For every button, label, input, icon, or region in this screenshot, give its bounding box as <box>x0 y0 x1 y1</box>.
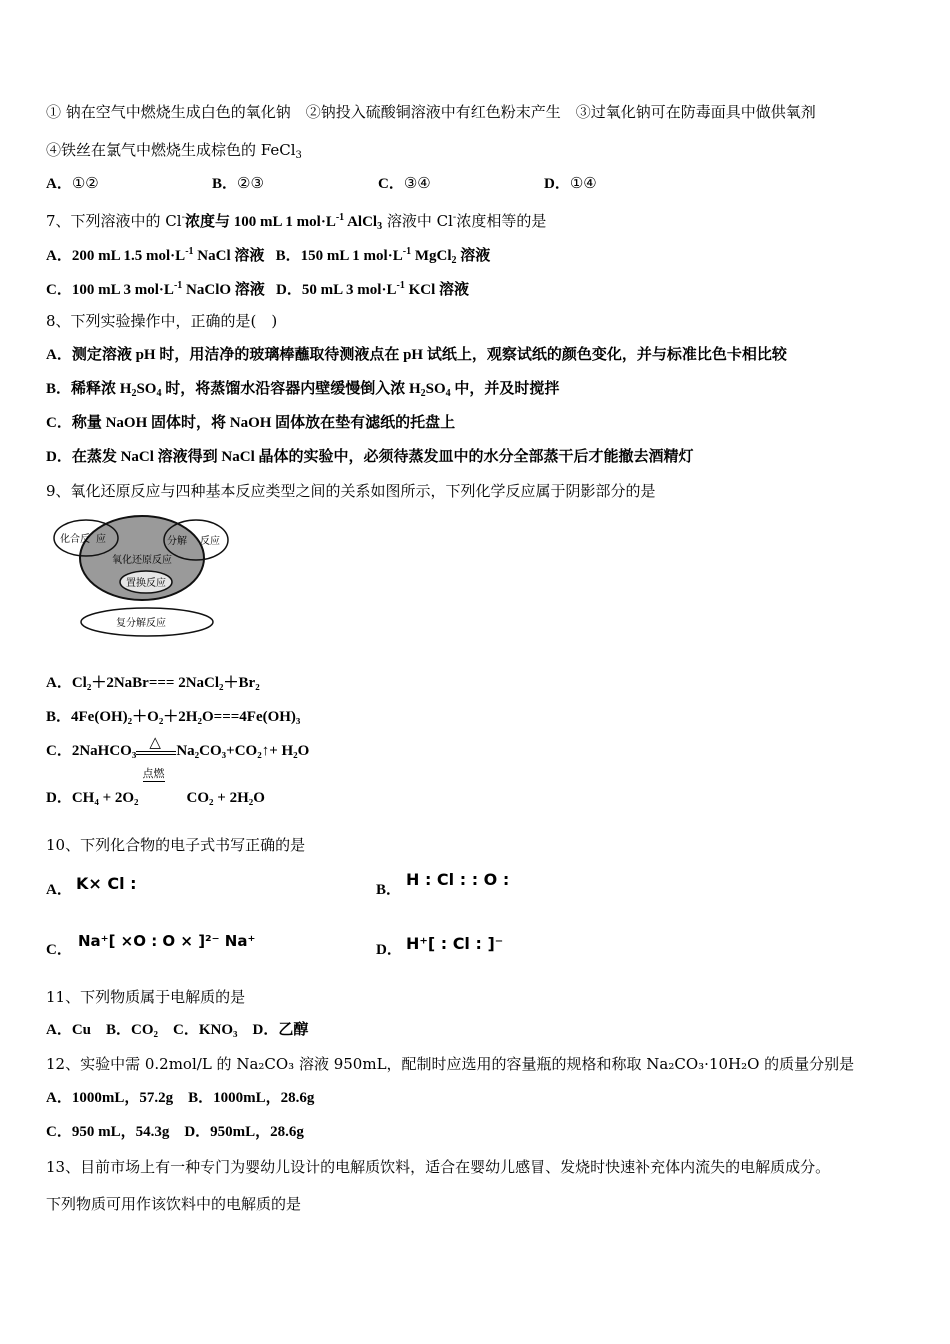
q10-formula-b: H : Cl : : O : <box>406 870 510 889</box>
q9-option-d[interactable]: D．CH₄ + 2O₂ 点燃 CO₂ + 2H₂O <box>46 788 265 809</box>
reaction-venn-diagram <box>52 510 232 640</box>
q9-option-b[interactable]: B．4Fe(OH)₂＋O₂＋2H₂O===4Fe(OH)₃ <box>46 709 301 725</box>
q13-line-1: 13、目前市场上有一种专门为婴幼儿设计的电解质饮料，适合在婴幼儿感冒、发烧时快速补充体内流失的电解质成分。 <box>46 1158 831 1176</box>
q7-option-a[interactable]: A．200 mL 1.5 $mol\cdot L^{-1}$ NaCl 溶液 <box>46 246 265 264</box>
redox-label: 氧化还原反应 <box>112 555 172 566</box>
q10-option-c[interactable]: C． <box>46 942 72 958</box>
q9-option-c[interactable]: C．2NaHCO₃ △ Na₂CO₃+CO₂↑+ H₂O <box>46 741 309 762</box>
q8-option-a[interactable]: A．测定溶液 pH 时，用洁净的玻璃棒蘸取待测液点在 pH 试纸上，观察试纸的颜色变化，并与标准比色卡相比较 <box>46 347 787 363</box>
q13-line-2: 下列物质可用作该饮料中的电解质的是 <box>46 1195 302 1213</box>
statements-line-1: ① 钠在空气中燃烧生成白色的氧化钠 ②钠投入硫酸铜溶液中有红色粉末产生 ③过氧化钠可在防毒面具中做供氧剂 <box>46 103 816 121</box>
q7-stem: 7、下列溶液中的 Cl-浓度与 100 mL 1 $mol\cdot L^{-1}$ AlCl$_3$ 溶液中 Cl-浓度相等的是 <box>46 212 547 232</box>
option-d[interactable]: D．①④ <box>544 176 597 192</box>
q8-option-c[interactable]: C．称量 NaOH 固体时，将 NaOH 固体放在垫有滤纸的托盘上 <box>46 415 456 431</box>
q10-formula-c: Na⁺[ ×O : O × ]²⁻ Na⁺ <box>78 932 256 950</box>
q10-option-a[interactable]: A． <box>46 882 72 898</box>
q12-options-ab[interactable]: A．1000mL，57.2g B．1000mL，28.6g <box>46 1090 315 1106</box>
ignite-condition: 点燃 <box>142 767 165 780</box>
top-options <box>46 174 710 194</box>
q11-stem: 11、下列物质属于电解质的是 <box>46 988 246 1006</box>
q9-option-a[interactable]: A．Cl₂＋2NaBr=== 2NaCl₂＋Br₂ <box>46 675 260 691</box>
option-c[interactable]: C．③④ <box>378 176 431 192</box>
statements-line-2: ④铁丝在氯气中燃烧生成棕色的 FeCl$_3$ <box>46 141 302 161</box>
q7-options-cd <box>46 276 469 300</box>
q10-stem: 10、下列化合物的电子式书写正确的是 <box>46 836 306 854</box>
decomposition-label-2: 反应 <box>200 536 220 547</box>
q10-option-d[interactable]: D． <box>376 942 402 958</box>
q10-formula-d: H⁺[ : Cl : ]⁻ <box>406 934 504 953</box>
double-decomposition-label: 复分解反应 <box>116 618 166 629</box>
q10-option-b[interactable]: B． <box>376 882 402 898</box>
decomposition-label: 分解 <box>167 536 187 547</box>
displacement-label: 置换反应 <box>126 578 166 589</box>
option-a[interactable]: A．①② <box>46 176 99 192</box>
q12-stem: 12、实验中需 0.2mol/L 的 Na₂CO₃ 溶液 950mL，配制时应选用的容量瓶的规格和称取 Na₂CO₃·10H₂O 的质量分别是 <box>46 1055 855 1073</box>
q9-stem: 9、氧化还原反应与四种基本反应类型之间的关系如图所示，下列化学反应属于阴影部分的是 <box>46 482 656 500</box>
q7-option-d[interactable]: D．50 mL 3 $mol\cdot L^{-1}$ KCl 溶液 <box>276 280 469 298</box>
q7-option-b[interactable]: B．150 mL 1 $mol\cdot L^{-1}$ MgCl$_2$ 溶液 <box>275 246 491 266</box>
q7-option-c[interactable]: C．100 mL 3 $mol\cdot L^{-1}$ NaClO 溶液 <box>46 280 265 298</box>
q10-formula-a: K× Cl : <box>76 874 137 893</box>
combination-label-2: 应 <box>96 534 106 545</box>
heat-condition: △ <box>136 742 176 762</box>
q7-options-ab <box>46 242 490 271</box>
q8-option-b[interactable]: B．稀释浓 $H_2SO_4$ 时，将蒸馏水沿容器内壁缓慢倒入浓 $H_2SO_4$ 中，并及时搅拌 <box>46 381 560 399</box>
q8-stem: 8、下列实验操作中，正确的是( ) <box>46 312 278 330</box>
q8-option-d[interactable]: D．在蒸发 NaCl 溶液得到 NaCl 晶体的实验中，必须待蒸发皿中的水分全部蒸干后才能撤去酒精灯 <box>46 449 694 465</box>
option-b[interactable]: B．②③ <box>212 176 264 192</box>
combination-label: 化合反 <box>60 534 90 545</box>
q12-options-cd[interactable]: C．950 mL，54.3g D．950mL，28.6g <box>46 1124 304 1140</box>
q11-options[interactable]: A．Cu B．CO₂ C．KNO₃ D．乙醇 <box>46 1022 309 1038</box>
